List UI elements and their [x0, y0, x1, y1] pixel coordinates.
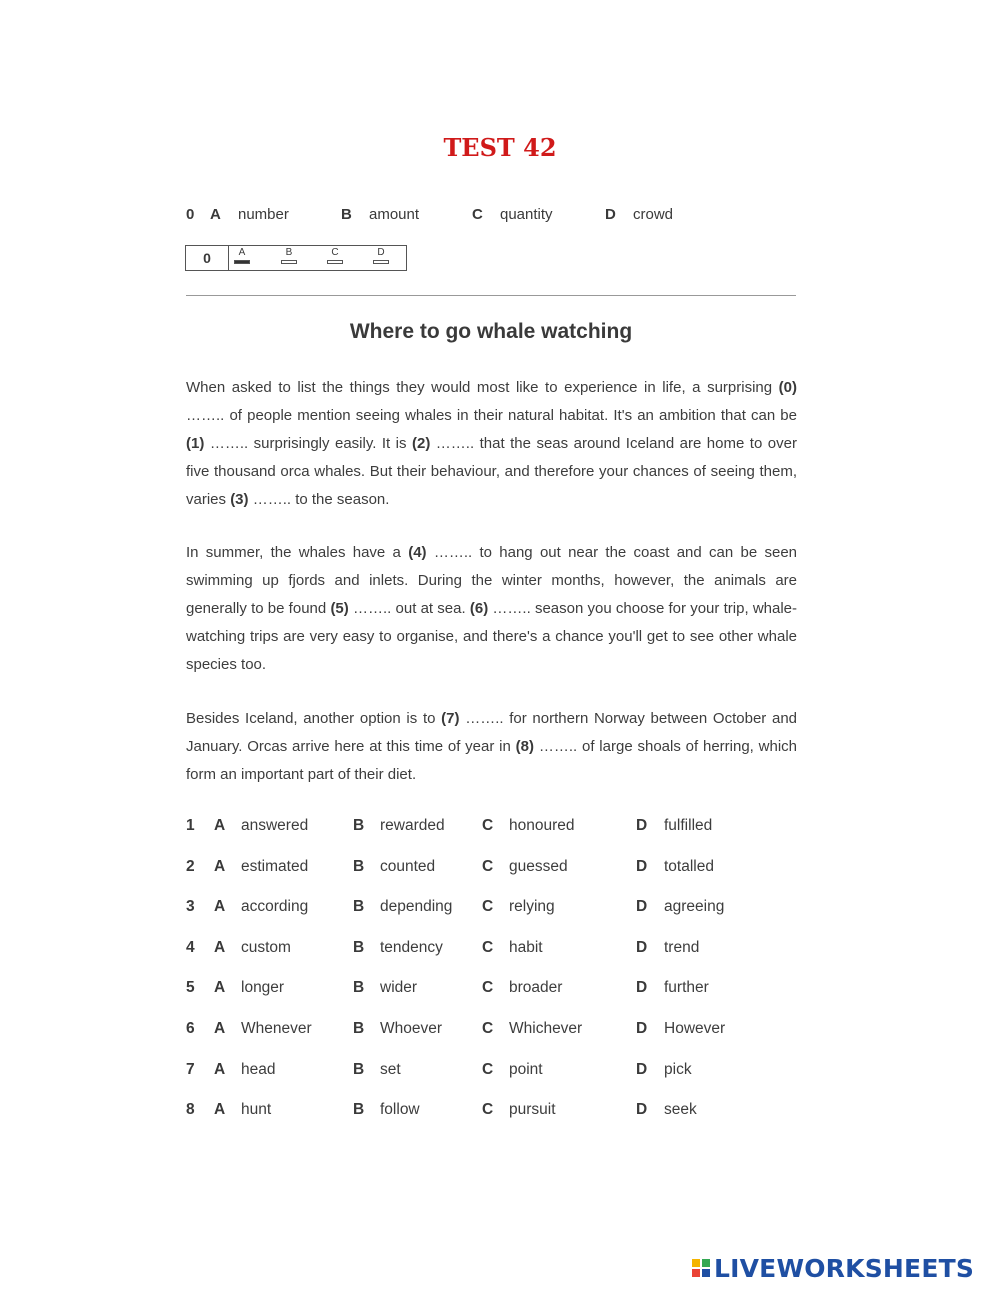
option-letter: D	[636, 1101, 648, 1119]
option-word: follow	[380, 1101, 420, 1119]
answer-letter: B	[285, 247, 293, 258]
option-word: wider	[380, 979, 418, 997]
option-letter: D	[636, 898, 648, 916]
passage-text: …….. that the seas around Iceland are home to over five thousand orca whales. But their behaviour, and therefore your chances of seeing them, varies	[186, 435, 797, 508]
answer-mark-filled	[234, 260, 250, 264]
option-word: number	[238, 206, 289, 223]
option-letter: B	[353, 1060, 365, 1078]
option-letter: A	[210, 206, 221, 223]
question-number: 6	[186, 1020, 195, 1037]
gap-number: (0)	[778, 379, 797, 396]
option-letter: D	[636, 817, 648, 834]
passage-text: …….. to the season.	[248, 491, 390, 508]
question-number: 1	[186, 817, 195, 834]
option-letter: C	[482, 1060, 494, 1078]
option-letter: A	[214, 1101, 226, 1119]
option-word: relying	[509, 898, 555, 916]
example-number: 0	[186, 206, 195, 223]
passage-text: When asked to list the things they would most like to experience in life, a surprising	[186, 379, 779, 396]
example-answer-box	[185, 245, 407, 271]
option-word: guessed	[509, 857, 568, 875]
option-letter: B	[353, 1101, 365, 1119]
option-word: trend	[664, 938, 700, 956]
passage-text: …….. season you choose for your trip, whale-watching trips are very easy to organise, and there's a chance you'll get to see other whale species too.	[186, 600, 798, 673]
option-word: honoured	[509, 817, 575, 834]
answer-mark	[281, 260, 297, 264]
gap-number: (5)	[330, 600, 349, 617]
option-word: Whichever	[509, 1020, 583, 1037]
answer-mark	[373, 260, 389, 264]
option-word: rewarded	[380, 817, 445, 834]
passage-text: Besides Iceland, another option is to	[186, 710, 442, 727]
option-word: further	[664, 979, 709, 997]
gap-number: (6)	[469, 600, 489, 617]
option-word: answered	[241, 817, 309, 834]
option-letter: A	[214, 1060, 226, 1078]
option-letter: B	[353, 979, 365, 997]
option-letter: C	[482, 817, 494, 834]
answer-letter: D	[377, 247, 385, 258]
option-letter: C	[482, 979, 494, 997]
option-word: habit	[509, 938, 543, 956]
option-letter: C	[482, 898, 494, 916]
option-letter: B	[353, 817, 365, 834]
option-word: according	[241, 898, 309, 916]
passage-text: …….. surprisingly easily. It is	[204, 435, 412, 452]
question-number: 5	[186, 979, 195, 997]
option-word: seek	[664, 1101, 697, 1119]
option-word: fulfilled	[664, 817, 713, 834]
option-word: pick	[664, 1060, 692, 1078]
option-word: tendency	[380, 938, 443, 956]
gap-number: (1)	[186, 435, 205, 452]
option-word: depending	[380, 898, 453, 916]
option-letter: A	[214, 938, 226, 956]
option-letter: D	[636, 857, 648, 875]
option-word: estimated	[241, 857, 309, 875]
passage-text: …….. out at sea.	[348, 600, 470, 617]
answer-box-number: 0	[186, 246, 229, 270]
option-word: Whoever	[380, 1020, 443, 1037]
option-word: Whenever	[241, 1020, 312, 1037]
passage-text: …….. of large shoals of herring, which form an important part of their diet.	[186, 738, 798, 783]
option-word: However	[664, 1020, 726, 1037]
option-word: crowd	[633, 206, 674, 223]
option-word: pursuit	[509, 1101, 556, 1119]
option-word: point	[509, 1060, 543, 1078]
option-letter: C	[482, 1020, 494, 1037]
question-number: 7	[186, 1060, 195, 1078]
option-word: amount	[369, 206, 420, 223]
page-title: TEST 42	[443, 133, 557, 162]
option-letter: D	[636, 938, 648, 956]
passage-paragraph	[186, 539, 797, 679]
answer-option-a	[232, 247, 252, 264]
question-number: 2	[186, 857, 195, 875]
option-letter: C	[472, 206, 483, 223]
option-word: totalled	[664, 857, 714, 875]
option-letter: A	[214, 979, 226, 997]
option-letter: B	[353, 898, 365, 916]
answer-option-c	[325, 247, 345, 264]
option-word: set	[380, 1060, 401, 1078]
divider	[186, 295, 796, 296]
option-letter: D	[605, 206, 616, 223]
option-letter: B	[353, 1020, 365, 1037]
option-word: hunt	[241, 1101, 272, 1119]
answer-option-b	[279, 247, 299, 264]
option-word: broader	[509, 979, 563, 997]
passage-text: …….. to hang out near the coast and can be seen swimming up fjords and inlets. During the winter months, however, the animals are generally to be found	[186, 544, 797, 617]
answer-letter: A	[238, 247, 246, 258]
question-number: 4	[186, 938, 195, 956]
option-letter: B	[341, 206, 352, 223]
option-letter: C	[482, 1101, 494, 1119]
liveworksheets-logo	[692, 1253, 974, 1283]
passage-text: In summer, the whales have a	[186, 544, 409, 561]
answer-option-d	[371, 247, 391, 264]
option-letter: A	[214, 898, 226, 916]
option-word: quantity	[500, 206, 553, 223]
passage-heading: Where to go whale watching	[349, 320, 633, 343]
gap-number: (2)	[411, 435, 431, 452]
option-word: agreeing	[664, 898, 725, 916]
question-number: 3	[186, 898, 195, 916]
option-letter: B	[353, 938, 365, 956]
option-word: head	[241, 1060, 276, 1078]
option-letter: A	[214, 1020, 226, 1037]
option-word: counted	[380, 857, 436, 875]
answer-mark	[327, 260, 343, 264]
logo-text: LIVEWORKSHEETS	[714, 1253, 975, 1283]
option-word: custom	[241, 938, 291, 956]
passage-text: …….. for northern Norway between October and January. Orcas arrive here at this time of year in	[186, 710, 797, 755]
option-letter: C	[482, 857, 494, 875]
option-letter: D	[636, 1020, 648, 1037]
liveworksheets-logo-icon	[692, 1259, 710, 1277]
gap-number: (7)	[441, 710, 460, 727]
answer-letter: C	[331, 247, 339, 258]
passage-text: …….. of people mention seeing whales in their natural habitat. It's an ambition that can be	[186, 407, 797, 424]
gap-number: (4)	[408, 544, 427, 561]
passage-paragraph	[186, 705, 797, 789]
gap-number: (8)	[515, 738, 535, 755]
gap-number: (3)	[230, 491, 249, 508]
option-letter: A	[214, 857, 226, 875]
option-letter: D	[636, 1060, 648, 1078]
question-number: 8	[186, 1101, 195, 1119]
passage-paragraph	[186, 374, 797, 514]
option-letter: B	[353, 857, 365, 875]
option-letter: D	[636, 979, 648, 997]
option-word: longer	[241, 979, 285, 997]
option-letter: C	[482, 938, 494, 956]
option-letter: A	[214, 817, 226, 834]
